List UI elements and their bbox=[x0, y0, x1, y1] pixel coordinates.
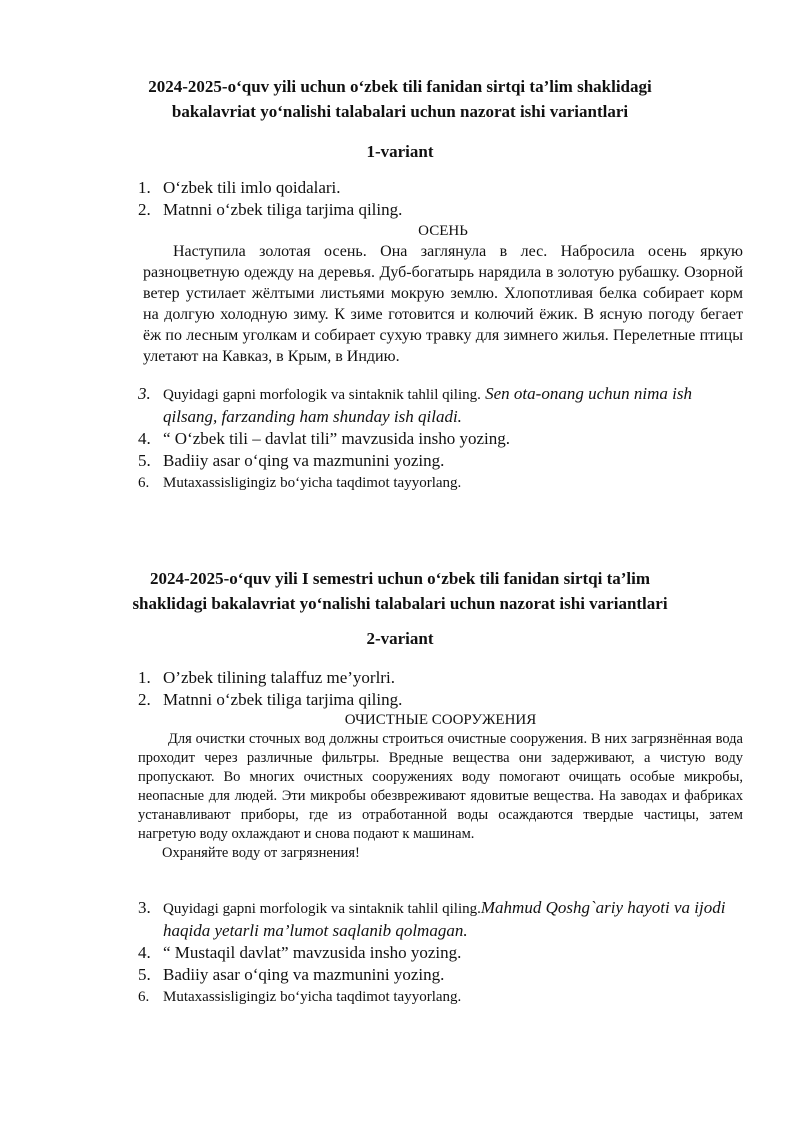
item-text: Badiiy asar o‘qing va mazmunini yozing. bbox=[163, 451, 445, 470]
list-item bbox=[138, 450, 743, 472]
text-body: Для очистки сточных вод должны строиться очистные сооружения. В них загрязнённая вода проходит через различные фильтры. Вредные вещества они задерживают, а чистую воду пропускают. Во многих очистных сооружениях воду помогают очищать особые микробы, неопасные для людей. Эти микробы обезвреживают ядовитые вещества. На заводах и фабриках устанавливают приборы, где из отработанной воды осаждаются твердые частицы, затем нагретую воду охлаждают и снова подают к машинам. bbox=[138, 731, 743, 842]
item-number: 1. bbox=[138, 668, 151, 687]
text-title: ОЧИСТНЫЕ СООРУЖЕНИЯ bbox=[344, 712, 537, 728]
item-number: 3. bbox=[138, 898, 151, 917]
variant-1-label: 1-variant bbox=[366, 142, 434, 161]
item-number: 3. bbox=[138, 384, 151, 403]
item-text: “ Mustaqil davlat” mavzusida insho yozing. bbox=[163, 943, 462, 962]
text-title: ОСЕНЬ bbox=[418, 223, 468, 239]
variant-2-task-list-continued bbox=[138, 897, 743, 1008]
item-text: “ O‘zbek tili – davlat tili” mavzusida insho yozing. bbox=[163, 429, 510, 448]
heading-line-1: 2024-2025-o‘quv yili uchun o‘zbek tili fanidan sirtqi ta’lim shaklidagi bbox=[148, 77, 652, 96]
item-number: 4. bbox=[138, 429, 151, 448]
item-text: O’zbek tilining talaffuz me’yorlri. bbox=[163, 668, 395, 687]
item-number: 1. bbox=[138, 178, 151, 197]
list-item bbox=[138, 177, 743, 199]
text-body: Наступила золотая осень. Она заглянула в лес. Набросила осень яркую разноцветную одежду на деревья. Дуб-богатырь нарядила в золотую рубашку. Озорной ветер устилает жёлтыми листьями мокрую землю. Хлопотливая белка собирает корм на долгую холодную зиму. К зиме готовится и колючий ёжик. В ясную погоду бегает ёж по лесным уголкам и собирает сухую травку для зимнего жилья. Перелетные птицы улетают на Кавказ, в Крым, в Индию. bbox=[143, 243, 743, 365]
list-item bbox=[138, 472, 743, 494]
list-item bbox=[138, 689, 743, 711]
variant-2-translation-text bbox=[138, 710, 743, 863]
item-number: 5. bbox=[138, 451, 151, 470]
list-item bbox=[138, 942, 743, 964]
variant-1-translation-text bbox=[143, 221, 743, 367]
item-text: O‘zbek tili imlo qoidalari. bbox=[163, 178, 341, 197]
analysis-sentence: Mahmud Qoshg`ariy hayoti va ijodi haqida yetarli ma’lumot saqlanib qolmagan. bbox=[163, 898, 726, 940]
item-text: Mutaxassisligingiz bo‘yicha taqdimot tayyorlang. bbox=[163, 989, 462, 1005]
list-item bbox=[138, 199, 743, 221]
heading-line-1: 2024-2025-o‘quv yili I semestri uchun o‘zbek tili fanidan sirtqi ta’lim bbox=[149, 569, 651, 588]
item-number: 6. bbox=[138, 475, 150, 491]
list-item bbox=[138, 383, 743, 428]
item-text: Quyidagi gapni morfologik va sintaknik tahlil qiling. bbox=[163, 387, 481, 403]
variant-1-heading bbox=[0, 74, 800, 124]
list-item bbox=[138, 964, 743, 986]
item-text: Matnni o‘zbek tiliga tarjima qiling. bbox=[163, 690, 403, 709]
item-text: Matnni o‘zbek tiliga tarjima qiling. bbox=[163, 200, 403, 219]
variant-2-label: 2-variant bbox=[366, 629, 434, 648]
analysis-sentence: Sen ota-onang uchun nima ish qilsang, farzanding ham shunday ish qiladi. bbox=[163, 384, 692, 426]
variant-1-task-list bbox=[138, 177, 743, 221]
text-closing: Охраняйте воду от загрязнения! bbox=[162, 845, 360, 861]
heading-line-2: bakalavriat yo‘nalishi talabalari uchun nazorat ishi variantlari bbox=[171, 102, 629, 121]
item-number: 4. bbox=[138, 943, 151, 962]
item-text: Mutaxassisligingiz bo‘yicha taqdimot tayyorlang. bbox=[163, 475, 462, 491]
list-item bbox=[138, 897, 743, 942]
list-item bbox=[138, 986, 743, 1008]
item-number: 5. bbox=[138, 965, 151, 984]
variant-1-task-list-continued bbox=[138, 383, 743, 494]
item-number: 2. bbox=[138, 690, 151, 709]
item-number: 2. bbox=[138, 200, 151, 219]
item-text: Quyidagi gapni morfologik va sintaknik tahlil qiling. bbox=[163, 901, 481, 917]
list-item bbox=[138, 428, 743, 450]
variant-2-heading bbox=[0, 566, 800, 616]
variant-2-task-list bbox=[138, 667, 743, 711]
list-item bbox=[138, 667, 743, 689]
item-text: Badiiy asar o‘qing va mazmunini yozing. bbox=[163, 965, 445, 984]
item-number: 6. bbox=[138, 989, 150, 1005]
heading-line-2: shaklidagi bakalavriat yo‘nalishi talabalari uchun nazorat ishi variantlari bbox=[132, 594, 668, 613]
